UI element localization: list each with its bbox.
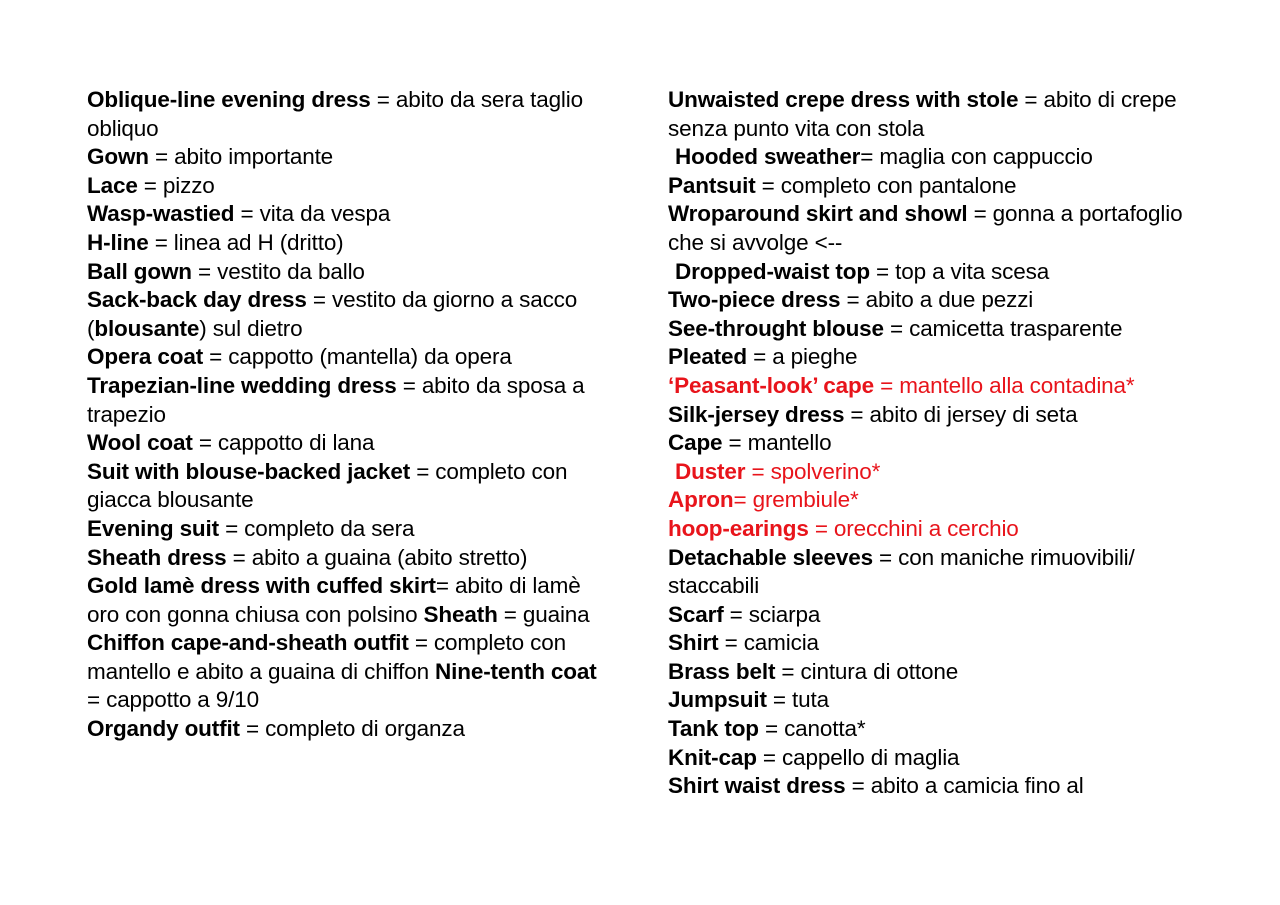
entry-definition: = abito importante [148, 144, 334, 170]
glossary-entry [87, 429, 612, 458]
entry-definition: = abito a camicia fino al [845, 773, 1084, 799]
glossary-left-column [87, 86, 612, 744]
entry-term: Scarf [668, 601, 724, 627]
glossary-entry [87, 200, 612, 229]
glossary-entry [87, 372, 612, 429]
entry-definition: = pizzo [137, 172, 215, 198]
glossary-entry [668, 772, 1198, 801]
glossary-entry [87, 172, 612, 201]
entry-definition: = canotta* [758, 716, 866, 742]
entry-definition: = linea ad H (dritto) [148, 229, 344, 255]
glossary-entry [668, 429, 1198, 458]
glossary-entry [668, 172, 1198, 201]
entry-term: Tank top [668, 716, 759, 742]
entry-definition: = tuta [766, 687, 829, 713]
entry-definition: = cintura di ottone [775, 658, 959, 684]
entry-definition: = cappotto (mantella) da opera [203, 344, 512, 370]
entry-term: Evening suit [87, 515, 219, 541]
glossary-entry [87, 515, 612, 544]
entry-term: Wool coat [87, 430, 193, 456]
entry-definition: = grembiule* [733, 487, 859, 513]
glossary-entry [87, 258, 612, 287]
glossary-entry [87, 229, 612, 258]
glossary-entry [87, 458, 612, 515]
entry-term: Duster [675, 458, 746, 484]
entry-term: Oblique-line evening dress [87, 87, 371, 112]
entry-definition: = completo con giacca blousante [87, 458, 568, 513]
entry-definition: = completo di organza [239, 716, 465, 742]
entry-definition: = vita da vespa [234, 201, 391, 227]
entry-definition: = mantello alla contadina* [874, 372, 1135, 398]
glossary-entry [668, 458, 1198, 487]
entry-term: Wasp-wastied [87, 201, 235, 227]
glossary-entry [668, 715, 1198, 744]
glossary-entry [668, 515, 1198, 544]
entry-term: Knit-cap [668, 744, 757, 770]
entry-term: Shirt [668, 630, 719, 656]
entry-term: Suit with blouse-backed jacket [87, 458, 411, 484]
entry-definition: = sciarpa [723, 601, 821, 627]
entry-definition: = camicetta trasparente [883, 315, 1123, 341]
glossary-entry [668, 372, 1198, 401]
glossary-entry [668, 86, 1198, 143]
entry-definition: = orecchini a cerchio [808, 515, 1019, 541]
entry-term: ‘Peasant-look’ cape [668, 372, 874, 398]
entry-term: Sheath [423, 601, 498, 627]
glossary-entry [668, 544, 1198, 601]
entry-definition: = guaina [497, 601, 590, 627]
entry-definition: = completo con pantalone [755, 172, 1017, 198]
entry-term: Opera coat [87, 344, 204, 370]
entry-term: Pantsuit [668, 172, 756, 198]
entry-term: Gown [87, 144, 149, 170]
entry-term: Shirt waist dress [668, 773, 846, 799]
entry-definition: = abito di crepe senza punto vita con stola [668, 87, 1177, 141]
glossary-entry [668, 486, 1198, 515]
glossary-right-column [668, 86, 1198, 801]
entry-term: Silk-jersey dress [668, 401, 845, 427]
glossary-entry [668, 343, 1198, 372]
entry-term: Lace [87, 172, 138, 198]
entry-term: See-throught blouse [668, 315, 884, 341]
entry-term: Detachable sleeves [668, 544, 873, 570]
glossary-entry [668, 686, 1198, 715]
glossary-entry [87, 143, 612, 172]
entry-term: Gold lamè dress with cuffed skirt [87, 573, 436, 599]
entry-term: Wroparound skirt and showl [668, 201, 968, 227]
entry-term: Brass belt [668, 658, 776, 684]
entry-definition: = a pieghe [747, 344, 858, 370]
entry-term: Ball gown [87, 258, 192, 284]
entry-term: Apron [668, 487, 734, 513]
entry-term: H-line [87, 229, 149, 255]
entry-definition: = top a vita scesa [869, 258, 1050, 284]
entry-definition: = gonna a portafoglio che si avvolge <-- [668, 201, 1183, 255]
entry-definition: = vestito da ballo [191, 258, 365, 284]
glossary-entry [87, 343, 612, 372]
entry-definition: = completo da sera [218, 515, 415, 541]
glossary-entry [87, 715, 612, 744]
glossary-entry [668, 143, 1198, 172]
entry-term: blousante [94, 315, 200, 341]
entry-definition: = abito da sera taglio obliquo [87, 87, 583, 141]
glossary-entry [668, 258, 1198, 287]
entry-definition: = completo con mantello e abito a guaina di chiffon [87, 630, 566, 684]
entry-term: Sheath dress [87, 544, 227, 570]
entry-definition: = con maniche rimuovibili/ staccabili [668, 544, 1135, 599]
glossary-entry [668, 200, 1198, 257]
entry-definition: = vestito da giorno a sacco ( [87, 287, 578, 341]
entry-definition: = cappotto di lana [192, 430, 375, 456]
entry-term: hoop-earings [668, 515, 809, 541]
entry-definition: = cappotto a 9/10 [87, 687, 259, 713]
entry-term: Trapezian-line wedding dress [87, 372, 397, 398]
entry-definition: = abito da sposa a trapezio [87, 372, 585, 427]
entry-term: Organdy outfit [87, 716, 240, 742]
entry-term: Jumpsuit [668, 687, 767, 713]
glossary-entry [87, 286, 612, 343]
entry-term: Chiffon cape-and-sheath outfit [87, 630, 409, 656]
glossary-entry [87, 629, 612, 715]
entry-term: Cape [668, 430, 723, 456]
entry-term: Dropped-waist top [675, 258, 870, 284]
entry-term: Sack-back day dress [87, 287, 307, 313]
glossary-entry [668, 401, 1198, 430]
glossary-entry [668, 601, 1198, 630]
entry-definition: = mantello [722, 430, 832, 456]
glossary-entry [87, 544, 612, 573]
glossary-entry [87, 86, 612, 143]
entry-definition: = camicia [718, 630, 819, 656]
entry-term: Pleated [668, 344, 747, 370]
glossary-entry [668, 629, 1198, 658]
entry-definition: = cappello di maglia [756, 744, 960, 770]
entry-term: Nine-tenth coat [435, 658, 597, 684]
entry-definition: = abito a due pezzi [840, 287, 1034, 313]
entry-definition: = abito di lamè oro con gonna chiusa con polsino [87, 573, 581, 627]
entry-term: Unwaisted crepe dress with stole [668, 87, 1019, 112]
glossary-entry [668, 315, 1198, 344]
glossary-entry [668, 744, 1198, 773]
entry-definition: = abito a guaina (abito stretto) [226, 544, 528, 570]
entry-definition: = abito di jersey di seta [844, 401, 1078, 427]
entry-definition: = maglia con cappuccio [860, 144, 1093, 170]
entry-term: Hooded sweather [675, 144, 861, 170]
glossary-entry [87, 572, 612, 629]
glossary-entry [668, 286, 1198, 315]
entry-definition: = spolverino* [745, 458, 881, 484]
entry-term: Two-piece dress [668, 287, 841, 313]
glossary-entry [668, 658, 1198, 687]
entry-definition: ) sul dietro [199, 315, 303, 341]
